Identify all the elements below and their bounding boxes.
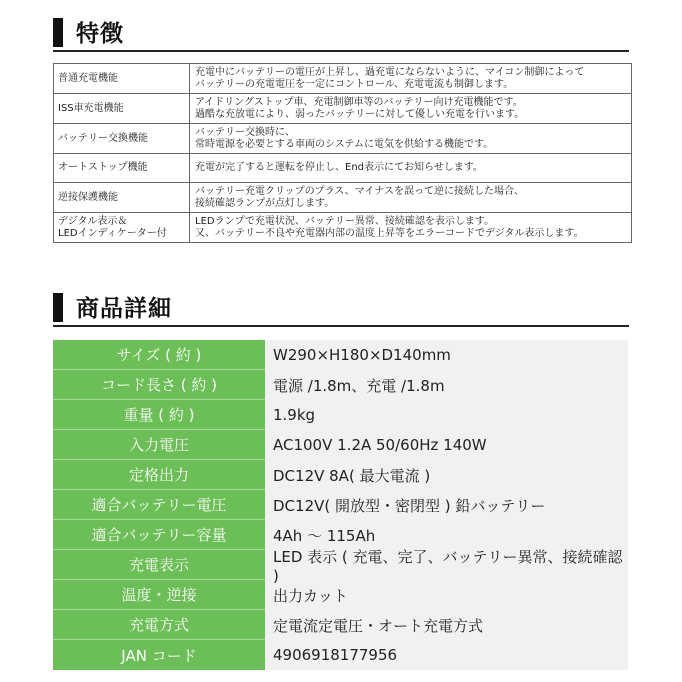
spec-value: W290×H180×D140mm [273, 346, 451, 364]
feature-row [54, 154, 632, 183]
spec-row [53, 430, 628, 460]
feature-name: バッテリー交換機能 [54, 124, 190, 154]
feature-desc-line: バッテリーの充電電圧を一定にコントロール、充電電流も制御します。 [195, 78, 514, 90]
feature-desc [190, 154, 632, 183]
heading-rule [53, 325, 629, 327]
spec-row [53, 490, 628, 520]
spec-label: 充電表示 [53, 550, 265, 580]
spec-value: DC12V( 開放型・密閉型 ) 鉛バッテリー [273, 496, 546, 515]
spec-row [53, 400, 628, 430]
spec-value: 4906918177956 [273, 646, 398, 664]
feature-name [54, 213, 190, 243]
feature-desc-line: バッテリー交換時に、 [195, 126, 295, 138]
spec-value: 4Ah ～ 115Ah [273, 526, 376, 545]
spec-value: 定電流定電圧・オート充電方式 [273, 616, 484, 635]
spec-label: 充電方式 [53, 610, 265, 640]
spec-row [53, 580, 628, 610]
spec-label: 適合バッテリー電圧 [53, 490, 265, 520]
spec-label: 重量 ( 約 ) [53, 400, 265, 430]
spec-row [53, 610, 628, 640]
spec-value: AC100V 1.2A 50/60Hz 140W [273, 436, 487, 454]
feature-desc [190, 94, 632, 124]
feature-row [54, 94, 632, 124]
spec-row [53, 547, 628, 585]
heading-bar [53, 293, 63, 322]
spec-label: コード長さ ( 約 ) [53, 370, 265, 400]
feature-row [54, 64, 632, 94]
spec-row [53, 460, 628, 490]
feature-name: オートストップ機能 [54, 154, 190, 183]
spec-label: 定格出力 [53, 460, 265, 490]
feature-desc [190, 124, 632, 154]
feature-desc-line: アイドリングストップ車、充電制御車等のバッテリー向け充電機能です。 [195, 96, 523, 108]
feature-desc [190, 183, 632, 213]
heading-rule [53, 50, 629, 52]
feature-desc-line: 接続確認ランプが点灯します。 [195, 197, 335, 209]
feature-desc-line: バッテリー充電クリップのプラス、マイナスを誤って逆に接続した場合、 [195, 185, 524, 197]
feature-desc-line: 常時電源を必要とする車両のシステムに電気を供給する機能です。 [195, 138, 494, 150]
feature-name: 普通充電機能 [54, 64, 190, 94]
feature-desc-line: 充電中にバッテリーの電圧が上昇し、過充電にならないように、マイコン制御によって [195, 66, 585, 78]
spec-label: 温度・逆接 [53, 580, 265, 610]
spec-value: 出力カット [273, 586, 348, 605]
spec-row [53, 340, 628, 370]
feature-desc-line: LEDランプで充電状況、バッテリー異常、接続確認を表示します。 [195, 215, 495, 227]
details-heading [53, 287, 629, 327]
spec-row [53, 640, 628, 670]
spec-label: サイズ ( 約 ) [53, 340, 265, 370]
features-table [53, 63, 632, 243]
spec-label: JAN コード [53, 640, 265, 670]
spec-label: 入力電圧 [53, 430, 265, 460]
feature-name-line: デジタル表示＆ [58, 215, 128, 227]
feature-name-line: LEDインディケーター付 [58, 227, 167, 239]
specs-table [53, 340, 628, 670]
spec-value: 1.9kg [273, 406, 316, 424]
spec-label: 適合バッテリー容量 [53, 520, 265, 550]
spec-value: DC12V 8A( 最大電流 ) [273, 466, 431, 485]
feature-row [54, 213, 632, 243]
heading-bar [53, 18, 63, 47]
spec-row [53, 370, 628, 400]
details-title: 商品詳細 [76, 296, 172, 322]
feature-name: 逆接保護機能 [54, 183, 190, 213]
feature-desc [190, 213, 632, 243]
spec-value: LED 表示 ( 充電、完了、バッテリー異常、接続確認 ) [273, 547, 623, 585]
feature-desc-line: 過酷な充放電により、弱ったバッテリーに対して優しい充電を行います。 [195, 108, 525, 120]
features-heading [53, 12, 629, 52]
feature-row [54, 124, 632, 154]
feature-desc-line: 又、バッテリー不良や充電器内部の温度上昇等をエラーコードでデジタル表示します。 [195, 227, 584, 239]
feature-row [54, 183, 632, 213]
spec-value: 電源 /1.8m、充電 /1.8m [273, 376, 445, 395]
feature-desc-line: 充電が完了すると運転を停止し、End表示にてお知らせします。 [195, 162, 483, 173]
feature-name: ISS車充電機能 [54, 94, 190, 124]
feature-desc [190, 64, 632, 94]
features-title: 特徴 [76, 21, 124, 47]
